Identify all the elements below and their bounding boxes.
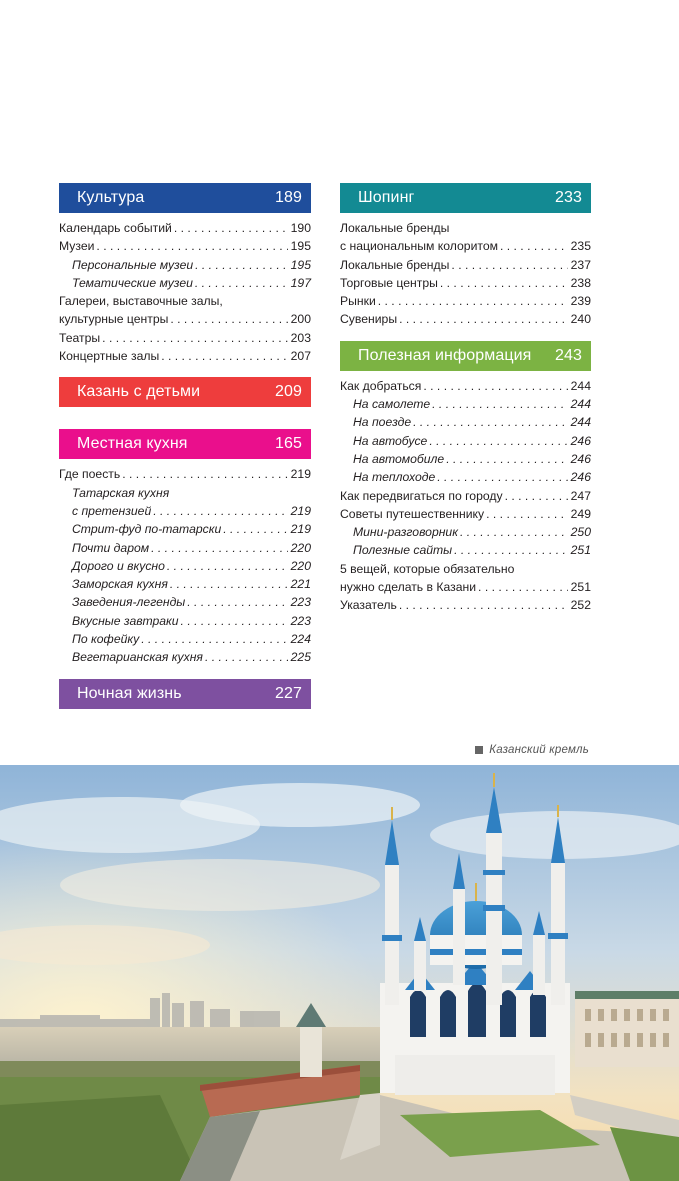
toc-entry[interactable]: Локальные бренды . . . 237 [340, 256, 591, 274]
toc-entry[interactable]: Стрит-фуд по-татарски . . . 219 [59, 520, 311, 538]
toc-entry[interactable]: с национальным колоритом . . . 235 [340, 237, 591, 255]
toc-entry[interactable]: На теплоходе . . . 246 [340, 468, 591, 486]
toc-entry[interactable]: На автомобиле . . . 246 [340, 450, 591, 468]
toc-right-column [340, 183, 591, 615]
section-title: Полезная информация [358, 346, 532, 364]
toc-entry[interactable]: культурные центры . . . 200 [59, 310, 311, 328]
section-page: 227 [275, 684, 302, 702]
toc-entry[interactable]: Вкусные завтраки . . . 223 [59, 612, 311, 630]
toc-entry[interactable]: Как передвигаться по городу . . . 247 [340, 487, 591, 505]
section-page: 233 [555, 189, 582, 206]
toc-entry[interactable]: По кофейку . . . 224 [59, 630, 311, 648]
toc-entry[interactable]: Указатель . . . 252 [340, 596, 591, 614]
caption-square-icon [475, 746, 483, 754]
toc-entry[interactable]: Как добраться . . . 244 [340, 377, 591, 395]
caption-text: Казанский кремль [489, 744, 589, 756]
section-page: 165 [275, 435, 302, 453]
section-title: Шопинг [358, 189, 415, 206]
toc-entry-line: Галереи, выставочные залы, [59, 294, 223, 309]
photo-caption [475, 744, 589, 756]
toc-entry[interactable]: Советы путешественнику . . . 249 [340, 505, 591, 523]
toc-entry[interactable]: нужно сделать в Казани . . . 251 [340, 578, 591, 596]
toc-entry[interactable]: Персональные музеи . . . 195 [59, 256, 311, 274]
toc-entry[interactable]: Концертные залы . . . 207 [59, 347, 311, 365]
section-bar-nightlife[interactable] [59, 679, 311, 709]
toc-entry-line: 5 вещей, которые обязательно [340, 561, 515, 576]
section-bar-info[interactable] [340, 341, 591, 371]
toc-entry[interactable]: Вегетарианская кухня . . . 225 [59, 648, 311, 666]
shopping-entries [340, 219, 591, 329]
section-page: 189 [275, 189, 302, 206]
toc-entry[interactable]: Дорого и вкусно . . . 220 [59, 557, 311, 575]
toc-entry[interactable]: Торговые центры . . . 238 [340, 274, 591, 292]
toc-entry[interactable]: Сувениры . . . 240 [340, 310, 591, 328]
section-title: Казань с детьми [77, 383, 201, 401]
section-bar-kids[interactable] [59, 377, 311, 407]
toc-entry[interactable]: Музеи . . . 195 [59, 237, 311, 255]
toc-entry[interactable]: Почти даром . . . 220 [59, 539, 311, 557]
kazan-kremlin-illustration [0, 765, 679, 1181]
toc-entry[interactable]: Календарь событий . . . 190 [59, 219, 311, 237]
info-entries [340, 377, 591, 615]
toc-entry-line: Татарская кухня [72, 485, 170, 500]
section-page: 243 [555, 346, 582, 364]
section-title: Ночная жизнь [77, 684, 182, 702]
toc-entry[interactable]: Рынки . . . 239 [340, 292, 591, 310]
toc-entry[interactable]: На поезде . . . 244 [340, 413, 591, 431]
toc-entry[interactable]: с претензией . . . 219 [59, 502, 311, 520]
toc-entry[interactable]: На самолете . . . 244 [340, 395, 591, 413]
toc-entry[interactable]: Где поесть . . . 219 [59, 465, 311, 483]
section-title: Местная кухня [77, 435, 188, 453]
kazan-kremlin-photo [0, 765, 679, 1181]
section-bar-culture[interactable] [59, 183, 311, 213]
toc-entry[interactable]: Тематические музеи . . . 197 [59, 274, 311, 292]
section-page: 209 [275, 383, 302, 401]
toc-entry[interactable]: На автобусе . . . 246 [340, 432, 591, 450]
section-title: Культура [77, 189, 145, 206]
section-bar-shopping[interactable] [340, 183, 591, 213]
toc-left-column [59, 183, 311, 709]
culture-entries [59, 219, 311, 365]
toc-entry-line: Локальные бренды [340, 221, 450, 235]
toc-entry[interactable]: Заведения-легенды . . . 223 [59, 593, 311, 611]
toc-entry[interactable]: Заморская кухня . . . 221 [59, 575, 311, 593]
section-bar-cuisine[interactable] [59, 429, 311, 459]
toc-entry[interactable]: Театры . . . 203 [59, 329, 311, 347]
toc-entry[interactable]: Мини-разговорник . . . 250 [340, 523, 591, 541]
cuisine-entries [59, 465, 311, 666]
toc-entry[interactable]: Полезные сайты . . . 251 [340, 541, 591, 559]
